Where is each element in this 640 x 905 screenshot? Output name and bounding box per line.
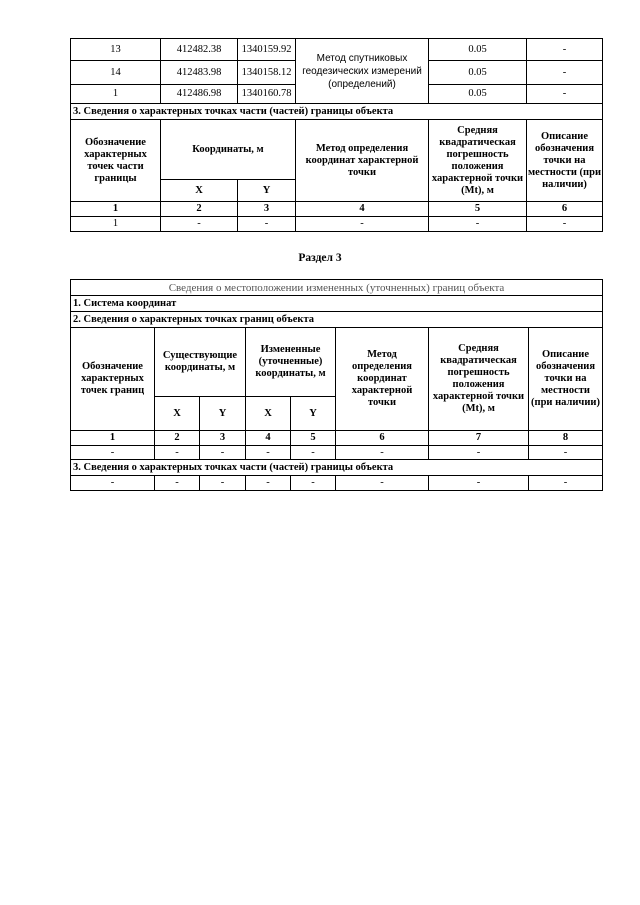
col-number: 3 bbox=[238, 202, 296, 217]
header-designation: Обозначение характерных точек границ bbox=[71, 328, 155, 431]
header-method: Метод определения координат характерной точки bbox=[296, 120, 429, 202]
cell: - bbox=[71, 446, 155, 460]
cell: - bbox=[529, 446, 603, 460]
coord-y: 1340160.78 bbox=[238, 85, 296, 104]
header-y: Y bbox=[291, 397, 336, 431]
method-cell: Метод спутниковых геодезических измерений (определений) bbox=[296, 39, 429, 104]
section-heading: 1. Система координат bbox=[71, 296, 603, 312]
coord-x: 412483.98 bbox=[161, 61, 238, 85]
header-description: Описание обозначения точки на местности (при наличии) bbox=[529, 328, 603, 431]
coord-x: 412486.98 bbox=[161, 85, 238, 104]
cell: - bbox=[246, 476, 291, 491]
section-heading: 2. Сведения о характерных точках границ объекта bbox=[71, 312, 603, 328]
cell: - bbox=[155, 476, 200, 491]
cell: - bbox=[155, 446, 200, 460]
section-heading: 3. Сведения о характерных точках части (частей) границы объекта bbox=[71, 460, 603, 476]
cell: - bbox=[291, 476, 336, 491]
description: - bbox=[527, 39, 603, 61]
col-number: 2 bbox=[155, 431, 200, 446]
col-number: 3 bbox=[200, 431, 246, 446]
description: - bbox=[527, 85, 603, 104]
col-number: 5 bbox=[291, 431, 336, 446]
description: - bbox=[527, 61, 603, 85]
point-number: 13 bbox=[71, 39, 161, 61]
table-row bbox=[71, 446, 603, 460]
coord-y: 1340159.92 bbox=[238, 39, 296, 61]
header-y: Y bbox=[200, 397, 246, 431]
header-changed-coords: Измененные (уточненные) координаты, м bbox=[246, 328, 336, 397]
col-number: 5 bbox=[429, 202, 527, 217]
cell: - bbox=[527, 217, 603, 232]
cell: - bbox=[296, 217, 429, 232]
header-description: Описание обозначения точки на местности (при наличии) bbox=[527, 120, 603, 202]
cell: - bbox=[200, 446, 246, 460]
header-coords: Координаты, м bbox=[161, 120, 296, 180]
section-heading: 3. Сведения о характерных точках части (частей) границы объекта bbox=[71, 104, 603, 120]
col-number: 4 bbox=[246, 431, 291, 446]
col-number: 2 bbox=[161, 202, 238, 217]
cell: - bbox=[71, 476, 155, 491]
cell: - bbox=[336, 446, 429, 460]
coord-y: 1340158.12 bbox=[238, 61, 296, 85]
mt-value: 0.05 bbox=[429, 85, 527, 104]
header-designation: Обозначение характерных точек части границы bbox=[71, 120, 161, 202]
cell: - bbox=[429, 476, 529, 491]
col-number: 7 bbox=[429, 431, 529, 446]
col-number: 1 bbox=[71, 431, 155, 446]
cell: - bbox=[246, 446, 291, 460]
header-x: X bbox=[161, 180, 238, 202]
col-number: 8 bbox=[529, 431, 603, 446]
col-number: 6 bbox=[527, 202, 603, 217]
cell: - bbox=[200, 476, 246, 491]
cell: - bbox=[161, 217, 238, 232]
boundary-points-table bbox=[70, 38, 603, 232]
header-x: X bbox=[155, 397, 200, 431]
cell: - bbox=[238, 217, 296, 232]
column-number-row bbox=[71, 431, 603, 446]
header-y: Y bbox=[238, 180, 296, 202]
section-title: Раздел 3 bbox=[298, 252, 342, 264]
changed-boundaries-table bbox=[70, 279, 603, 491]
cell: - bbox=[336, 476, 429, 491]
point-number: 1 bbox=[71, 85, 161, 104]
mt-value: 0.05 bbox=[429, 39, 527, 61]
point-number: 14 bbox=[71, 61, 161, 85]
col-number: 6 bbox=[336, 431, 429, 446]
header-existing-coords: Существующие координаты, м bbox=[155, 328, 246, 397]
cell: - bbox=[291, 446, 336, 460]
coord-x: 412482.38 bbox=[161, 39, 238, 61]
column-number-row bbox=[71, 202, 603, 217]
cell: - bbox=[529, 476, 603, 491]
header-mt: Средняя квадратическая погрешность положения характерной точки (Mt), м bbox=[429, 328, 529, 431]
header-method: Метод определения координат характерной точки bbox=[336, 328, 429, 431]
header-mt: Средняя квадратическая погрешность положения характерной точки (Mt), м bbox=[429, 120, 527, 202]
cell: - bbox=[429, 217, 527, 232]
mt-value: 0.05 bbox=[429, 61, 527, 85]
table-row bbox=[71, 476, 603, 491]
cell: - bbox=[429, 446, 529, 460]
header-x: X bbox=[246, 397, 291, 431]
col-number: 4 bbox=[296, 202, 429, 217]
table-caption: Сведения о местоположении измененных (уточненных) границ объекта bbox=[71, 280, 603, 296]
col-number: 1 bbox=[71, 202, 161, 217]
table-row bbox=[71, 217, 603, 232]
cell: 1 bbox=[71, 217, 161, 232]
table-row bbox=[71, 39, 603, 61]
